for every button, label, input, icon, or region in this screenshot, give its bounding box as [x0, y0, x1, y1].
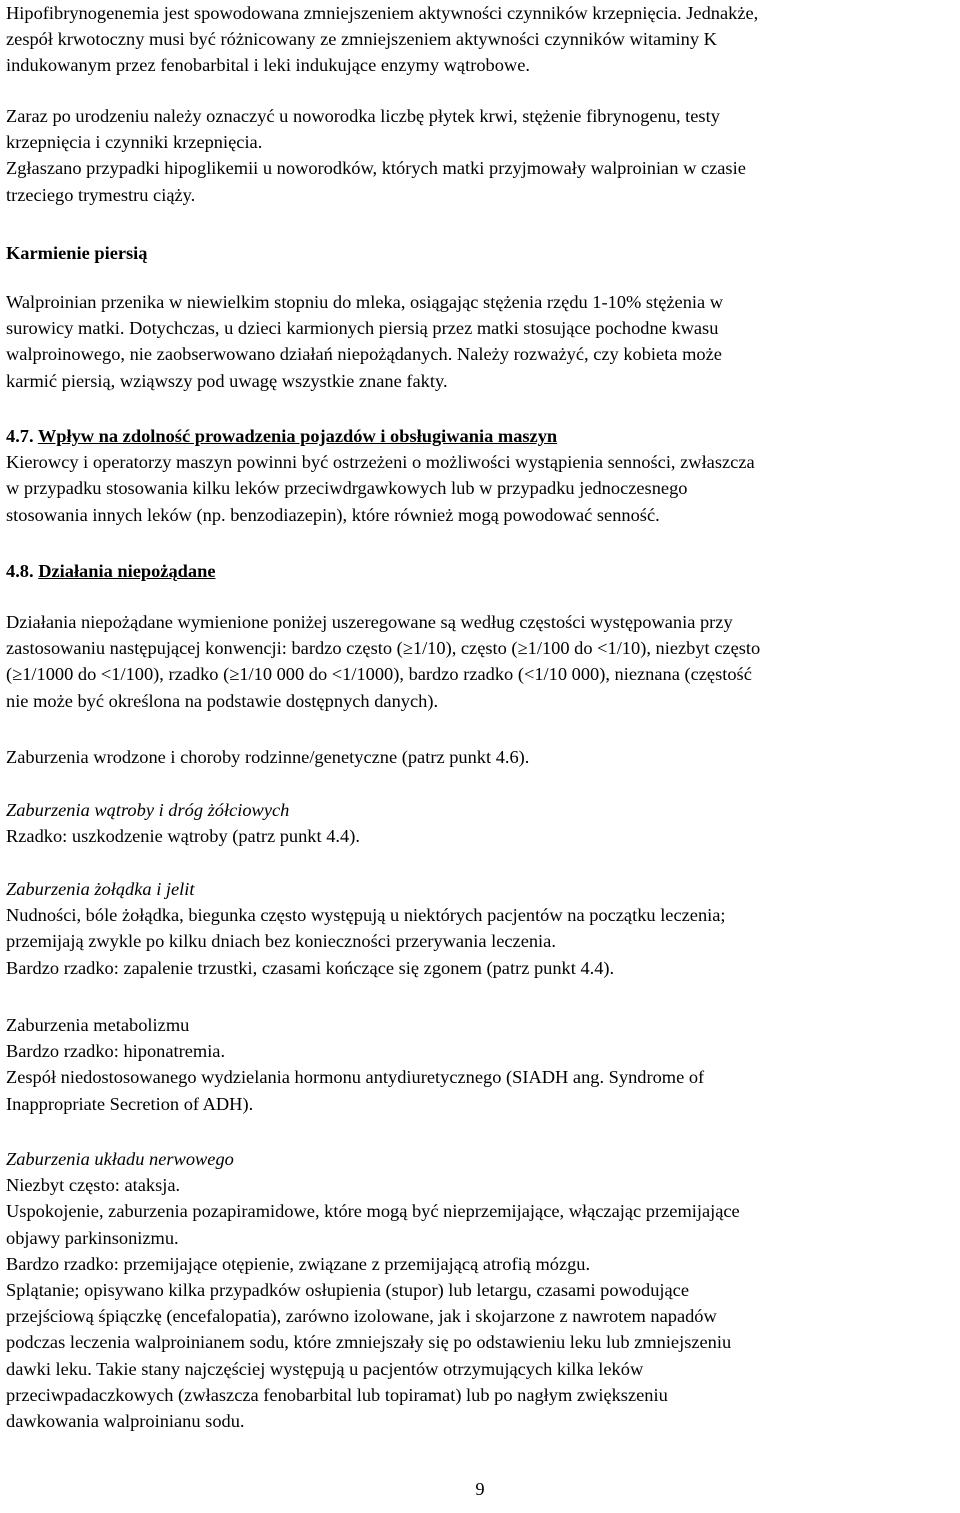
section-4-8 [6, 558, 952, 584]
section-4-7 [6, 423, 952, 528]
text-line: w przypadku stosowania kilku leków przeciwdrgawkowych lub w przypadku jednoczesnego [6, 478, 688, 499]
text-line: karmić piersią, wziąwszy pod uwagę wszystkie znane fakty. [6, 370, 448, 391]
text-line: podczas leczenia walproinianem sodu, które zmniejszały się po odstawieniu leku lub zmniejszeniu [6, 1332, 732, 1353]
heading-breastfeeding [6, 240, 952, 266]
text-line: Zaburzenia wrodzone i choroby rodzinne/genetyczne (patrz punkt 4.6). [6, 747, 530, 767]
text-line: (≥1/1000 do <1/100), rzadko (≥1/10 000 do <1/1000), bardzo rzadko (<1/10 000), nieznana (częstość [6, 664, 752, 685]
text-line: Działania niepożądane wymienione poniżej uszeregowane są według częstości występowania przy [6, 612, 733, 632]
section-number: 4.7. [6, 426, 34, 446]
section-nervous-system [6, 1146, 952, 1434]
text-line: Zespół niedostosowanego wydzielania hormonu antydiuretycznego (SIADH ang. Syndrome of [6, 1067, 705, 1088]
text-line: Rzadko: uszkodzenie wątroby (patrz punkt 4.4). [6, 826, 360, 847]
subheading: Zaburzenia wątroby i dróg żółciowych [6, 800, 290, 820]
section-gastro [6, 876, 952, 981]
text-line: Zaraz po urodzeniu należy oznaczyć u noworodka liczbę płytek krwi, stężenie fibrynogenu, testy [6, 106, 720, 126]
section-number: 4.8. [6, 561, 34, 581]
text-line: Kierowcy i operatorzy maszyn powinni być ostrzeżeni o możliwości wystąpienia senności, zwłaszcza [6, 452, 755, 473]
text-line: Nudności, bóle żołądka, biegunka często występują u niektórych pacjentów na początku leczenia; [6, 905, 726, 926]
text-line: Splątanie; opisywano kilka przypadków osłupienia (stupor) lub letargu, czasami powodujące [6, 1280, 690, 1301]
text-line: Niezbyt często: ataksja. [6, 1175, 181, 1196]
page-number: 9 [475, 1479, 485, 1499]
section-title: Wpływ na zdolność prowadzenia pojazdów i obsługiwania maszyn [37, 426, 558, 446]
section-heading [6, 558, 952, 584]
text-line: przemijają zwykle po kilku dniach bez konieczności przerywania leczenia. [6, 931, 556, 952]
paragraph-hypofibrinogenemia [6, 0, 952, 79]
text-line: zespół krwotoczny musi być różnicowany ze zmniejszeniem aktywności czynników witaminy K [6, 29, 717, 50]
section-metabolism [6, 1012, 952, 1117]
paragraph-congenital [6, 744, 952, 770]
text-line: surowicy matki. Dotychczas, u dzieci karmionych piersią przez matki stosujące pochodne kwasu [6, 318, 719, 339]
text-line: Zgłaszano przypadki hipoglikemii u noworodków, których matki przyjmowały walproinian w czasie [6, 158, 746, 179]
text-line: Hipofibrynogenemia jest spowodowana zmniejszeniem aktywności czynników krzepnięcia. Jednakże, [6, 3, 759, 23]
text-line: zastosowaniu następującej konwencji: bardzo często (≥1/10), często (≥1/100 do <1/10), niezbyt często [6, 638, 761, 659]
text-line: Inappropriate Secretion of ADH). [6, 1093, 254, 1114]
text-line: stosowania innych leków (np. benzodiazepin), które również mogą powodować senność. [6, 504, 660, 525]
text-line: walproinowego, nie zaobserwowano działań niepożądanych. Należy rozważyć, czy kobieta może [6, 344, 722, 365]
text-line: indukowanym przez fenobarbital i leki indukujące enzymy wątrobowe. [6, 55, 530, 76]
text-line: krzepnięcia i czynniki krzepnięcia. [6, 132, 263, 153]
text-line: Walproinian przenika w niewielkim stopniu do mleka, osiągając stężenia rzędu 1-10% stężenia w [6, 292, 724, 312]
text-line: przejściową śpiączkę (encefalopatia), zarówno izolowane, jak i skojarzone z nawrotem napadów [6, 1306, 717, 1327]
subheading: Zaburzenia żołądka i jelit [6, 879, 195, 899]
subheading: Zaburzenia układu nerwowego [6, 1149, 234, 1169]
heading-text: Karmienie piersią [6, 243, 148, 263]
section-title: Działania niepożądane [38, 561, 216, 581]
section-liver [6, 797, 952, 849]
paragraph-newborn-tests [6, 103, 952, 208]
paragraph-frequency-convention [6, 609, 952, 714]
text-line: Uspokojenie, zaburzenia pozapiramidowe, które mogą być nieprzemijające, włączając przemijające [6, 1201, 740, 1222]
text-line: przeciwpadaczkowych (zwłaszcza fenobarbital lub topiramat) lub po nagłym zwiększeniu [6, 1384, 668, 1405]
subheading: Zaburzenia metabolizmu [6, 1015, 190, 1035]
section-heading [6, 423, 952, 449]
text-line: dawkowania walproinianu sodu. [6, 1411, 245, 1432]
text-line: objawy parkinsonizmu. [6, 1227, 179, 1248]
text-line: Bardzo rzadko: zapalenie trzustki, czasami kończące się zgonem (patrz punkt 4.4). [6, 957, 615, 978]
text-line: Bardzo rzadko: przemijające otępienie, związane z przemijającą atrofią mózgu. [6, 1253, 591, 1274]
text-line: trzeciego trymestru ciąży. [6, 184, 196, 205]
text-line: dawki leku. Takie stany najczęściej występują u pacjentów otrzymujących kilka leków [6, 1358, 644, 1379]
text-line: nie może być określona na podstawie dostępnych danych). [6, 690, 439, 711]
paragraph-breastfeeding [6, 289, 952, 394]
text-line: Bardzo rzadko: hiponatremia. [6, 1041, 226, 1062]
